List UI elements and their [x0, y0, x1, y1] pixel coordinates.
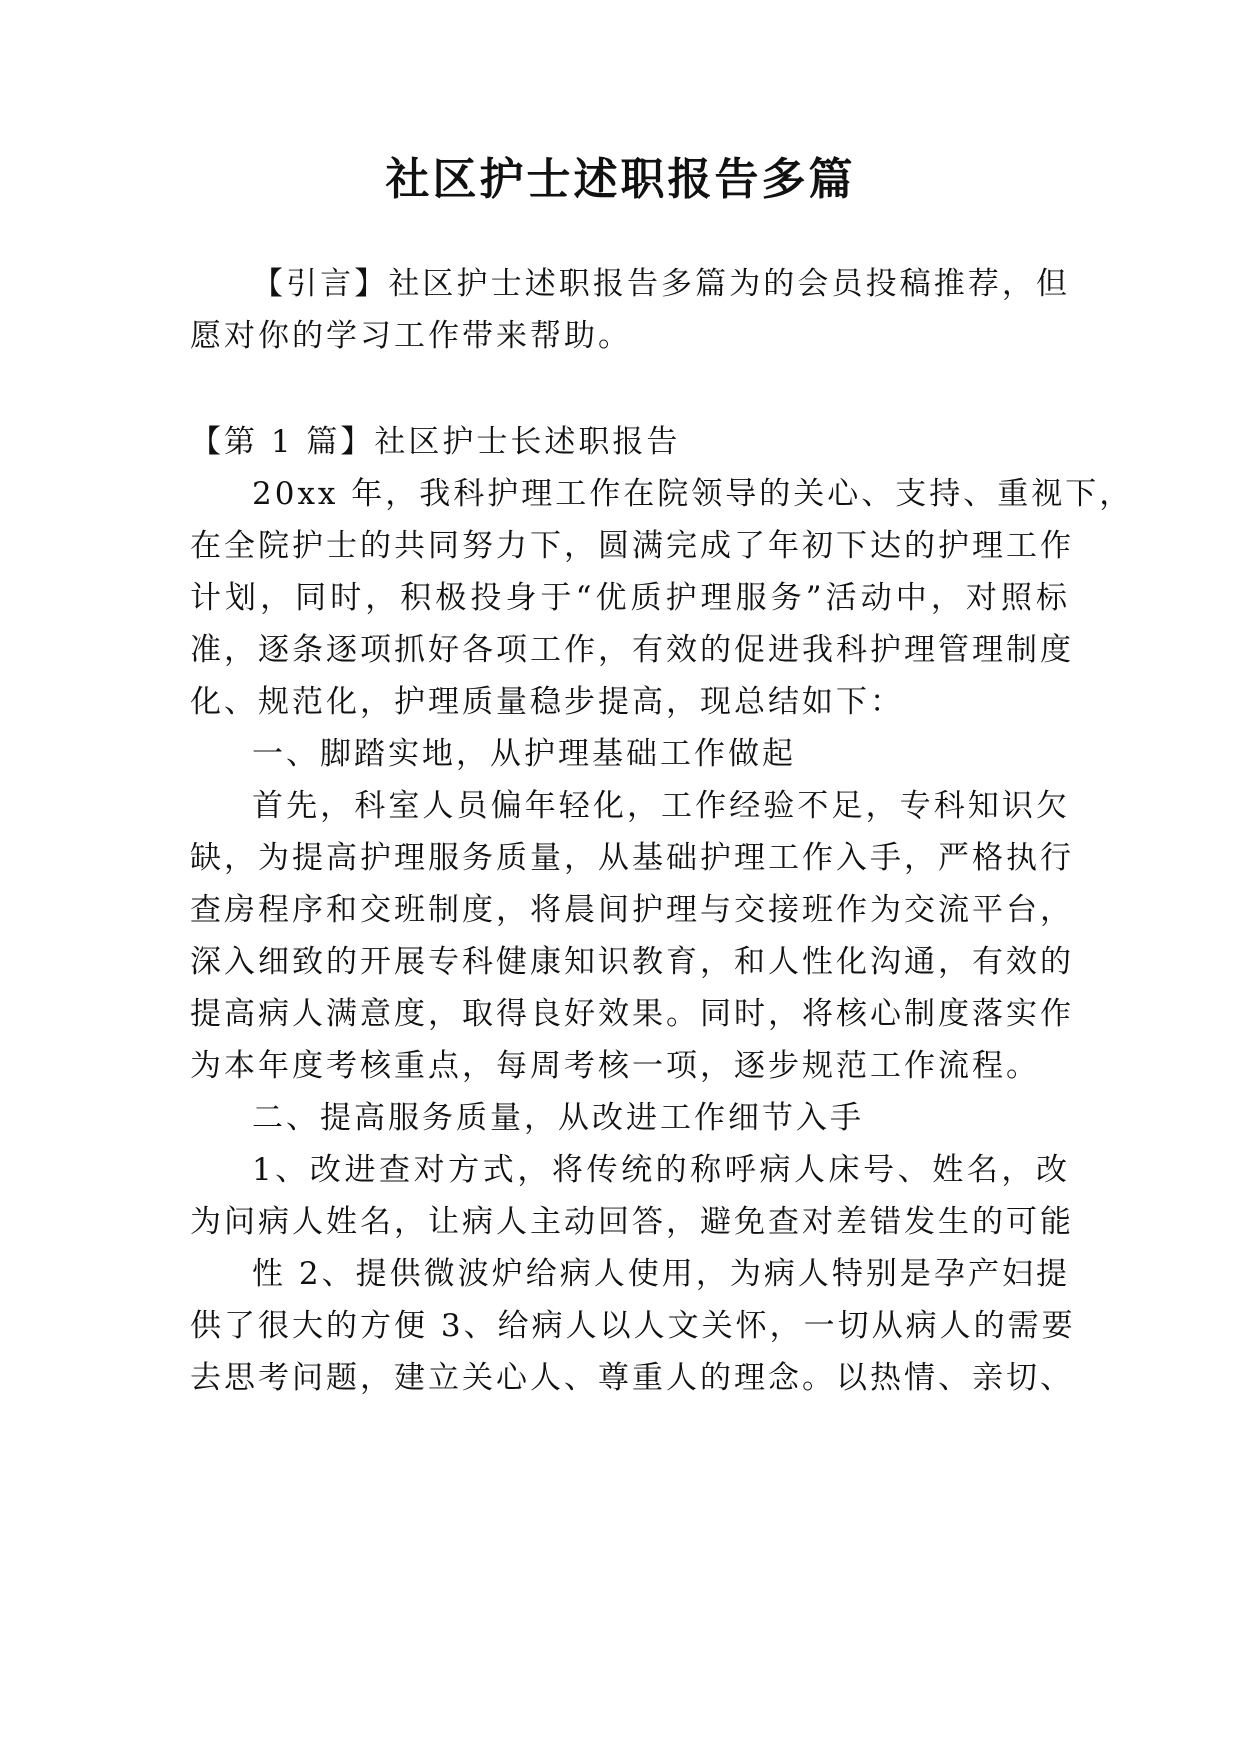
document-title: 社区护士述职报告多篇 — [385, 154, 856, 205]
subheading-1: 一、脚踏实地，从护理基础工作做起 — [252, 736, 796, 772]
paragraph-line: 深入细致的开展专科健康知识教育，和人性化沟通，有效的 — [190, 944, 1074, 980]
paragraph-line: 20xx 年，我科护理工作在院领导的关心、支持、重视下， — [252, 476, 1134, 512]
paragraph-line: 在全院护士的共同努力下，圆满完成了年初下达的护理工作 — [190, 528, 1074, 564]
paragraph-line: 缺，为提高护理服务质量，从基础护理工作入手，严格执行 — [190, 840, 1074, 876]
paragraph-line: 准，逐条逐项抓好各项工作，有效的促进我科护理管理制度 — [190, 632, 1074, 668]
paragraph-line: 化、规范化，护理质量稳步提高，现总结如下： — [190, 684, 904, 720]
intro-line-2: 愿对你的学习工作带来帮助。 — [190, 318, 632, 354]
section-heading: 【第 1 篇】社区护士长述职报告 — [190, 424, 681, 460]
paragraph-line: 计划，同时，积极投身于“优质护理服务”活动中，对照标 — [190, 580, 1070, 616]
intro-line-1: 【引言】社区护士述职报告多篇为的会员投稿推荐，但 — [252, 266, 1070, 302]
paragraph-line: 去思考问题，建立关心人、尊重人的理念。以热情、亲切、 — [190, 1360, 1074, 1396]
paragraph-line: 供了很大的方便 3、给病人以人文关怀，一切从病人的需要 — [190, 1308, 1076, 1344]
paragraph-line: 为问病人姓名，让病人主动回答，避免查对差错发生的可能 — [190, 1204, 1074, 1240]
paragraph-line: 性 2、提供微波炉给病人使用，为病人特别是孕产妇提 — [252, 1256, 1070, 1292]
subheading-2: 二、提高服务质量，从改进工作细节入手 — [252, 1100, 864, 1136]
paragraph-line: 提高病人满意度，取得良好效果。同时，将核心制度落实作 — [190, 996, 1074, 1032]
paragraph-line: 查房程序和交班制度，将晨间护理与交接班作为交流平台， — [190, 892, 1074, 928]
paragraph-line: 为本年度考核重点，每周考核一项，逐步规范工作流程。 — [190, 1048, 1040, 1084]
paragraph-line: 1、改进查对方式，将传统的称呼病人床号、姓名，改 — [252, 1152, 1070, 1188]
paragraph-line: 首先，科室人员偏年轻化，工作经验不足，专科知识欠 — [252, 788, 1070, 824]
